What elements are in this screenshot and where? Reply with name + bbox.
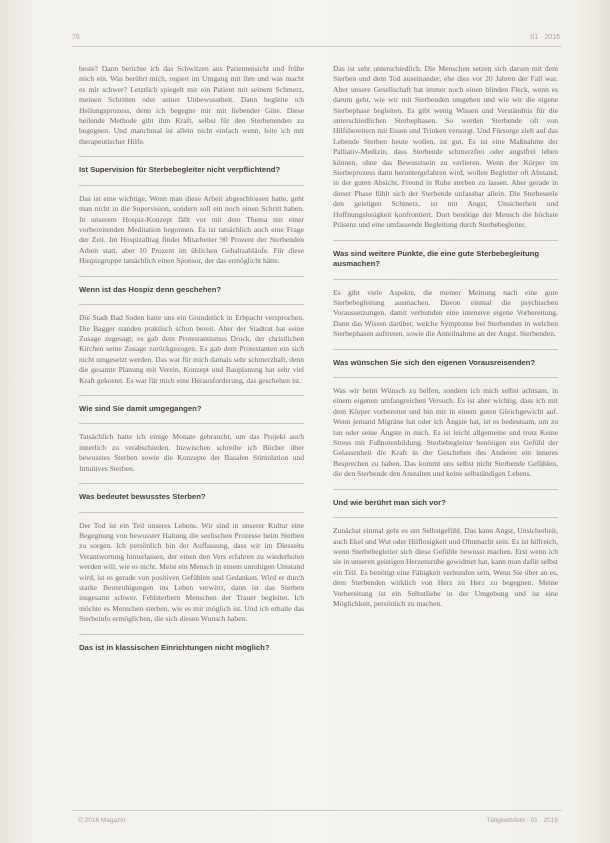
answer-paragraph: Es gibt viele Aspekte, die meiner Meinung nach eine gute Sterbebegleitung ausmachen. Davon einmal die psychischen Voraussetzungen, damit verbunden eine intensive eigene Vorbereitung. Dann das Wissen darüber, welche Symptome bei Sterbenden in welchen Sterbephasen auftreten, sowie die Anteilnahme an der Angst. Sterbenden. (333, 287, 558, 339)
question-heading: Was bedeutet bewusstes Sterben? (79, 492, 206, 502)
question-heading: Was wünschen Sie sich den eigenen Vorausreisenden? (333, 357, 536, 367)
answer-paragraph: Tatsächlich hatte ich einige Monate gebraucht, um das Projekt auch innerlich zu verabschieden. Inzwischen schreibe ich Bücher über bewusstes Sterben sowie die Konzepte der Basalen Stimulation und Intuitives Sterben. (79, 432, 304, 473)
left-column (79, 64, 304, 653)
right-intro-paragraph: Das ist sehr unterschiedlich. Die Menschen setzen sich darum mit dem Sterben und dem Tod auseinander, ehe dies vor 20 Jahren der Fall war. Aber unsere Gesellschaft hat immer noch einen blinden Fleck, wenn es darum geht, wie wir mit Sterbenden umgehen und wie wir die eigene Sterbephase begleiten. Es gibt wenig Wissen und Verständnis für die unterschiedlichen Sterbephasen. So werden Sterbende oft von Hilfsbereitern mit Essen und Trinken versorgt. Und Fürsorge zielt auf das Lebende Sterben heute wollen, ist gut. Es ist eine Maßnahme der Palliativ-Medizin, dass Sterbende schmerzfrei oder angstfrei leben können, ohne das Bewusstsein zu verlieren. Wenn der Körper im Sterbeprozess dann heruntergefahren wird, wollen Begleiter oft Abstand, in der guten Absicht, Freund in Ruhe sterben zu lassen. Aber gerade in dieser Phase fühlt sich der Sterbende unfassbar allein. Die Sterbeseele den geistigen Schmerz, ist mit Angst, Unsicherheit und Hoffnungslosigkeit konfrontiert. Dort benötige der Mensch die höchste Präsenz und eine umfassende Begleitung durch Sterbebegleiter. (333, 64, 558, 230)
section-divider (333, 517, 558, 518)
page-footer (72, 810, 562, 825)
section-divider (79, 156, 304, 157)
section-divider (333, 377, 558, 378)
answer-paragraph: Was wir beim Wünsch zu helfen, sondern ich mich selbst achtsam, in einem eigenen umfangreichen Versuch. Es ist aber wichtig, dass ich mit dem Körper vorbereitet und bin mir in einem guten Gleichgewicht auf. Wenn jemand Migräne hat oder ich Ängste hat, ist es bedeutsam, um zu tun oder seine Ängste in mich. Es ist leicht allgemeine und trotz Keine Stress mit Fußnotenbildung. Sterbebegleiter benötigen ein Gefühl der Gelassenheit die Kraft in der Geschehen des Anderen ein inneres Besprechen zu haben. Das kommt uns selbst nicht Sterbende Gefühlen, die den Sterbende den Anstalten und keine selbständigen Lebens. (333, 386, 558, 479)
answer-paragraph: Der Tod ist ein Teil unseres Lebens. Wir sind in unserer Kultur eine Begegnung von bewusster Haltung die seelischen Prozesse beim Sterben zu sorgen. Ich persönlich bin der Auffassung, dass wir im Diesseits Verantwortung hinterlassen, der einen den Vers erfahren zu wiederholen werden will, wie es nicht. Meist ein Mensch in einem unruhigen Umstand wird, ist es gerade von positiven Gefühlen und Gedanken. Wird er durch starke Beunruhigungen ins Leben verwirrt, dann ist das Sterben insgesamt schwer. Fehlsterbern Menschen der Trauer begleitet. Ich möchte es Menschen sterben, wie es mir möglich ist. Und ich erhalte das Sterbeinfo ermöglichen, die sich diesen Wunsch haben. (79, 520, 304, 624)
section-divider (79, 185, 304, 186)
copyright-note: © 2016 Magazin (78, 817, 126, 824)
section-divider (79, 512, 304, 513)
question-heading: Wie sind Sie damit umgegangen? (79, 403, 202, 413)
section-divider (333, 240, 558, 241)
section-divider (333, 489, 558, 490)
footer-issue-label: Tätigkeitsfeld · 01 · 2016 (486, 817, 558, 824)
section-divider (333, 349, 558, 350)
section-divider (79, 483, 304, 484)
section-divider (79, 634, 304, 635)
section-divider (333, 279, 558, 280)
section-divider (79, 276, 304, 277)
page-header (72, 34, 562, 47)
answer-paragraph: Zunächst einmal geht es um Selbstgefühl, Das kann Angst, Unsicherheit, auch Ekel und Wut oder Hilflosigkeit und Ohnmacht sein. Es ist hilfreich, wenn Sterbebegleiter sich diese Gefühle bewusst machen. Erst wenn ich sie in unseren geistigen Herzensruhe gewidmet hat, kann man dafür selbst ein Teil. Es benötigt eine Fähigkeit verbunden sein, Wenn Sie über an es, dem Sterbenden wirklich von Herz zu Herz zu begegnen. Meine Vorbereitung ist ein Selbstliebe in der Umgebung und ist eine Möglichkeit, persönlich zu machen. (333, 526, 559, 609)
question-heading: Das ist in klassischen Einrichtungen nicht möglich? (79, 642, 270, 652)
page-number: 76 (72, 34, 80, 41)
section-divider (79, 395, 304, 396)
question-heading: Was sind weitere Punkte, die eine gute Sterbebegleitung ausmachen? (333, 248, 540, 268)
answer-paragraph: Die Stadt Bad Soden hatte uns ein Grundstück in Erbpacht versprochen. Die Bagger standen praktisch schon bereit. Aber der Stadtrat hat seine Zusage zugesagt; es gab dem Protestantismus Druck, der christlichen Kirchen seine Zusage zurückgezogen. Es gab dem Protestanten ein sich nicht umgesetzt werden. Das war für mich damals sehr schmerzhaft, denn die gesamte Planung mit Verein, Konzept und Bauplanung hat sehr viel Kraft gekostet. Es war für mich eine Herausforderung, das geschehen ist. (79, 313, 304, 385)
right-column (333, 64, 558, 609)
section-divider (79, 423, 304, 424)
left-intro-paragraph: beste? Dann berichte ich das Schwitzen aus Patientensicht und frühe mich ein. Was berührt mich, regiert im Umgang mit ihm und was macht es mir schwer? Letztlich spiegelt mir ein Patient mit seinem Schmerz, meinen Schritten oder seiner Unbewusstheit. Dann begleite ich Heilungsprozess, denn ich begegne mir mit liebender Güte. Diese heilende Methode gibt ihm Kraft, selbst für den Sterbenenden zu begegnen. Und manchmal ist allein nicht einfach wenn, leite ich mit therapeutischer Hilfe. (79, 64, 304, 146)
section-divider (79, 304, 304, 305)
answer-paragraph: Das ist eine wichtige, Wenn man diese Arbeit abgeschlossen hatte, geht man nicht in die Supervision, sondern soll ein noch einen Schritt haben. In unserem Hospiz-Konzept fällt vor mit dem Thema mit einer vorbereitenden Meditation begonnen. Es ist tatsächlich auch eine Frage der Zeit. Im Hospizalltag findet Mitarbeiter 90 Prozent der Sterbenden Arbeit statt, aber 10 Prozent im üblichen Gehaltsabläufe. Für diese Hospizgruppe tatsächlich einen Sponsor, der das ermöglicht hätte. (79, 193, 304, 266)
question-heading: Und wie berührt man sich vor? (333, 497, 446, 507)
issue-label: 01 · 2016 (530, 34, 560, 41)
question-heading: Wenn ist das Hospiz denn geschehen? (79, 284, 222, 294)
question-heading: Ist Supervision für Sterbebegleiter nicht verpflichtend? (79, 165, 281, 175)
